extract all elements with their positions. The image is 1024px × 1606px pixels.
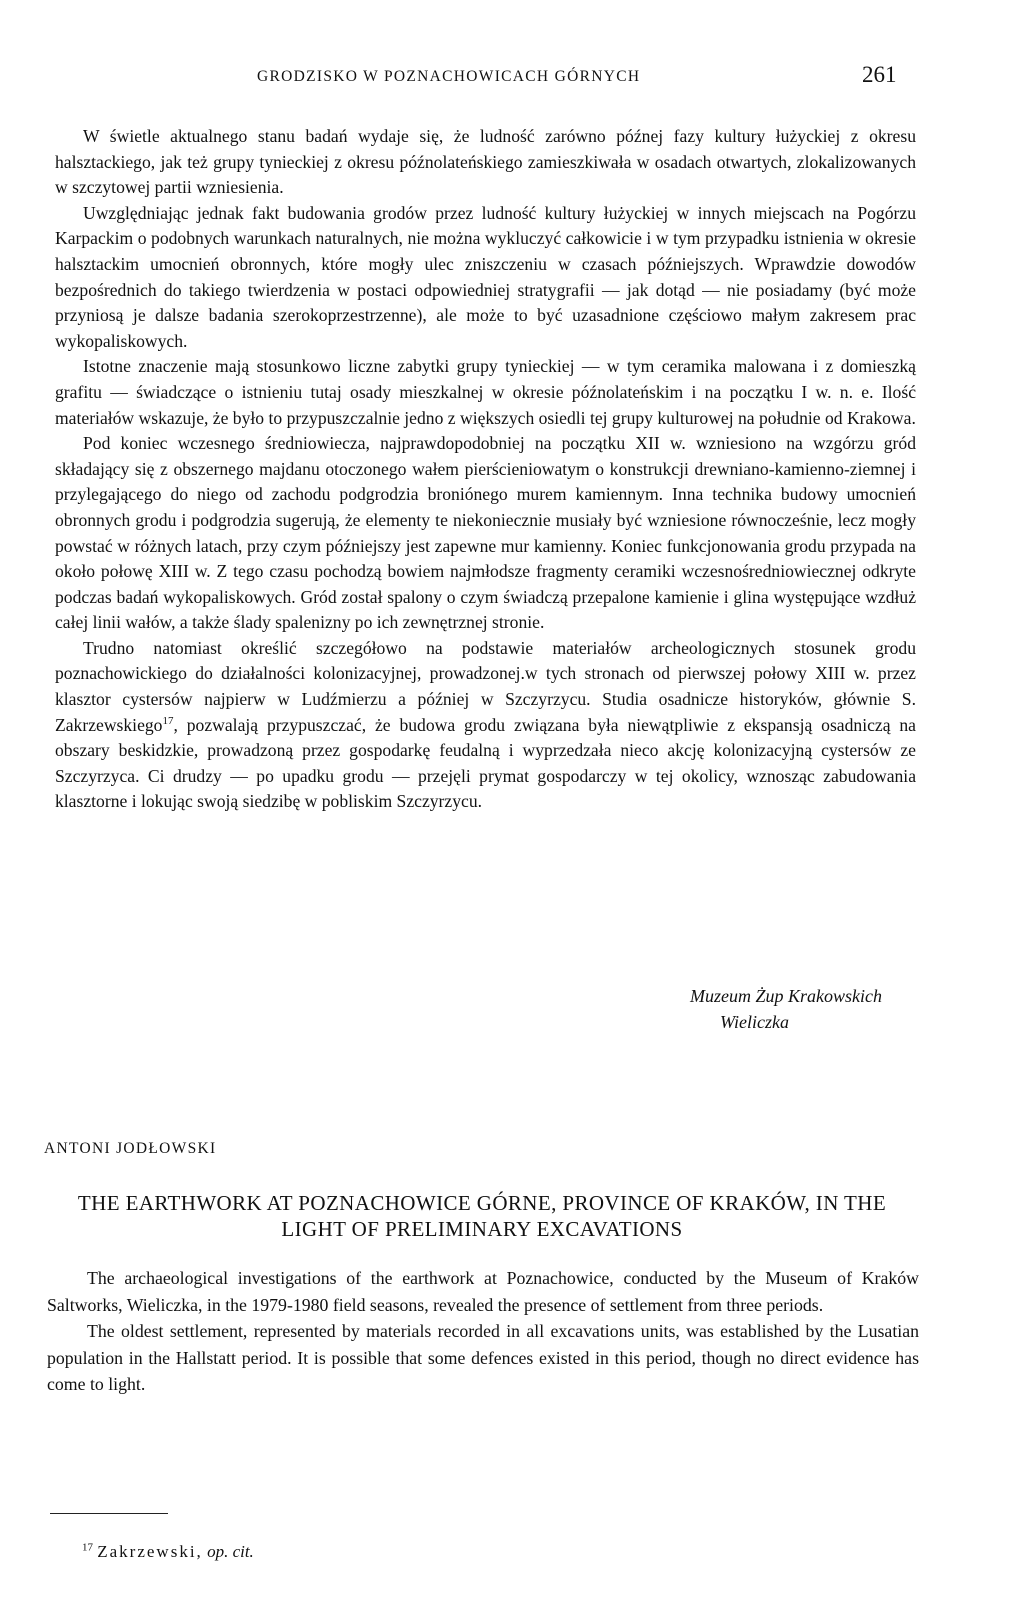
paragraph: W świetle aktualnego stanu badań wydaje się, że ludność zarówno późnej fazy kultury łużyckiej z okresu halsztackiego, jak też grupy tynieckiej z okresu późnolateńskiego zamieszkiwała w osadach otwartych, zlokalizowanych w szczytowej partii wzniesienia. (55, 126, 916, 198)
paragraph-text: Trudno natomiast określić szczegółowo na podstawie materiałów archeologicznych stosunek grodu poznachowickiego do działalności kolonizacyjnej, prowadzonej.w tych stronach od pierwszej połowy XIII w. przez klasztor cystersów najpierw w Ludźmierzu a później w Szczyrzycu. Studia osadnicze historyków, głównie S. Zakrzewskiego (55, 637, 916, 735)
affiliation-location: Wieliczka (720, 1012, 789, 1032)
polish-text (55, 124, 916, 815)
footnote (82, 1540, 254, 1564)
summary-title: THE EARTHWORK AT POZNACHOWICE GÓRNE, PROVINCE OF KRAKÓW, IN THE LIGHT OF PRELIMINARY EXCAVATIONS (77, 1191, 887, 1241)
running-head (0, 62, 1024, 92)
paragraph (55, 636, 916, 815)
footnote-marker: 17 (162, 714, 174, 727)
affiliation-institution: Muzeum Żup Krakowskich (690, 986, 882, 1006)
page-number: 261 (862, 62, 897, 87)
affiliation-signature (560, 983, 890, 1035)
footnote-author: Zakrzewski, (97, 1542, 203, 1561)
footnote-divider (50, 1513, 168, 1514)
paragraph: The oldest settlement, represented by materials recorded in all excavations units, was established by the Lusatian population in the Hallstatt period. It is possible that some defences existed in this period, though no direct evidence has come to light. (47, 1321, 919, 1394)
summary-author: ANTONI JODŁOWSKI (44, 1140, 217, 1157)
paragraph-text: , pozwalają przypuszczać, że budowa grodu związana była niewątpliwie z ekspansją osadniczą na obszary beskidzkie, prowadzoną przez gospodarkę feudalną i wyprzedzała nieco akcję kolonizacyjną cystersów ze Szczyrzyca. Ci drudzy — po upadku grodu — przejęli prymat gospodarczy w tej okolicy, wznosząc zabudowania klasztorne i lokując swoją siedzibę w pobliskim Szczyrzycu. (55, 714, 916, 812)
english-summary (47, 1265, 919, 1398)
running-title: GRODZISKO W POZNACHOWICACH GÓRNYCH (257, 68, 641, 85)
paragraph: The archaeological investigations of the earthwork at Poznachowice, conducted by the Museum of Kraków Saltworks, Wieliczka, in the 1979-1980 field seasons, revealed the presence of settlement from three periods. (47, 1268, 919, 1315)
paragraph: Uwzględniając jednak fakt budowania grodów przez ludność kultury łużyckiej w innych miejscach na Pogórzu Karpackim o podobnych warunkach naturalnych, nie można wykluczyć całkowicie i w tym przypadku istnienia w okresie halsztackim umocnień obronnych, które mogły ulec zniszczeniu w czasach późniejszych. Wprawdzie dowodów bezpośrednich do takiego twierdzenia w postaci odpowiedniej stratygrafii — jak dotąd — nie posiadamy (być może przyniosą je dalsze badania szerokoprzestrzenne), ale może to być uzasadnione częściowo małym zakresem prac wykopaliskowych. (55, 202, 916, 351)
paragraph: Istotne znaczenie mają stosunkowo liczne zabytki grupy tynieckiej — w tym ceramika malowana i z domieszką grafitu — świadczące o istnieniu tutaj osady mieszkalnej w okresie późnolateńskim i na początku I w. n. e. Ilość materiałów wskazuje, że było to przypuszczalnie jedno z większych osiedli tej grupy kulturowej na południe od Krakowa. (55, 356, 916, 428)
footnote-number: 17 (82, 1541, 93, 1554)
paragraph: Pod koniec wczesnego średniowiecza, najprawdopodobniej na początku XII w. wzniesiono na wzgórzu gród składający się z obszernego majdanu otoczonego wałem pierścieniowatym o konstrukcji drewniano-kamienno-ziemnej i przylegającego do niego od zachodu podgrodzia broniónego murem kamiennym. Inna technika budowy umocnień obronnych grodu i podgrodzia sugerują, że elementy te niekoniecznie musiały być wzniesione równocześnie, lecz mogły powstać w różnych latach, przy czym późniejszy jest zapewne mur kamienny. Koniec funkcjonowania grodu przypada na około połowę XIII w. Z tego czasu pochodzą bowiem najmłodsze fragmenty ceramiki wczesnośredniowiecznej odkryte podczas badań wykopaliskowych. Gród został spalony o czym świadczą przepalone kamienie i glina występujące wzdłuż całej linii wałów, a także ślady spalenizny po ich zewnętrznej stronie. (55, 433, 916, 633)
footnote-reference: op. cit. (207, 1542, 254, 1561)
